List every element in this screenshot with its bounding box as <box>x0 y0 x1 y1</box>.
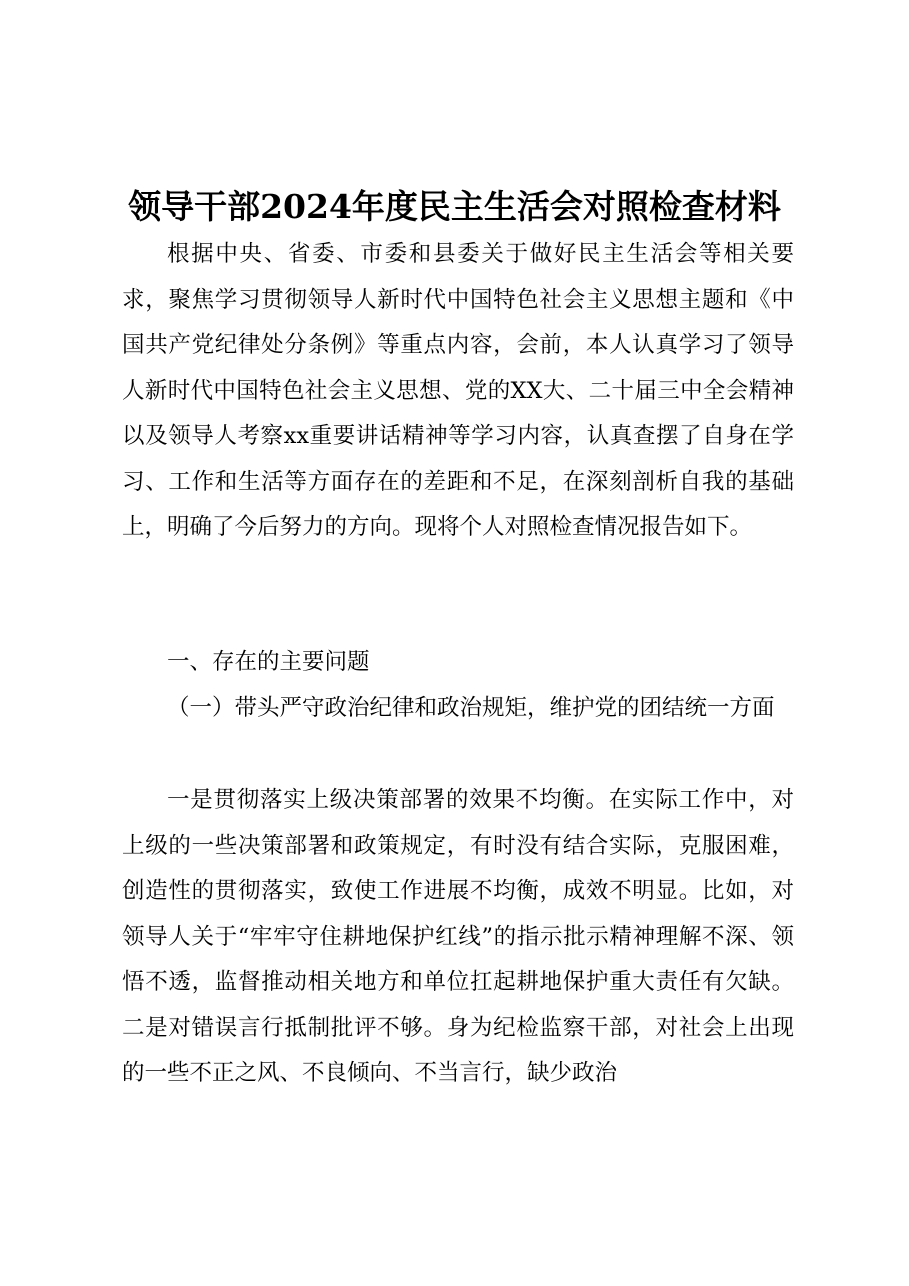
document-title: 领导干部2024年度民主生活会对照检查材料 <box>128 187 781 226</box>
intro-paragraph: 根据中央、省委、市委和县委关于做好民主生活会等相关要求，聚焦学习贯彻领导人新时代中国特色社会主义思想主题和《中国共产党纪律处分条例》等重点内容，会前，本人认真学习了领导人新时代中国特色社会主义思想、党的XX大、二十届三中全会精神以及领导人考察xx重要讲话精神等学习内容，认真查摆了自身在学习、工作和生活等方面存在的差距和不足，在深刻剖析自我的基础上，明确了今后努力的方向。现将个人对照检查情况报告如下。 <box>122 241 794 540</box>
section-heading: 一、存在的主要问题 <box>167 649 370 675</box>
subsection-heading: （一）带头严守政治纪律和政治规矩，维护党的团结统一方面 <box>167 695 775 721</box>
problem-paragraph: 一是贯彻落实上级决策部署的效果不均衡。在实际工作中，对上级的一些决策部署和政策规定，有时没有结合实际，克服困难，创造性的贯彻落实，致使工作进展不均衡，成效不明显。比如，对领导人关于“牢牢守住耕地保护红线”的指示批示精神理解不深、领悟不透，监督推动相关地方和单位扛起耕地保护重大责任有欠缺。二是对错误言行抵制批评不够。身为纪检监察干部，对社会上出现的一些不正之风、不良倾向、不当言行，缺少政治 <box>122 787 794 1086</box>
